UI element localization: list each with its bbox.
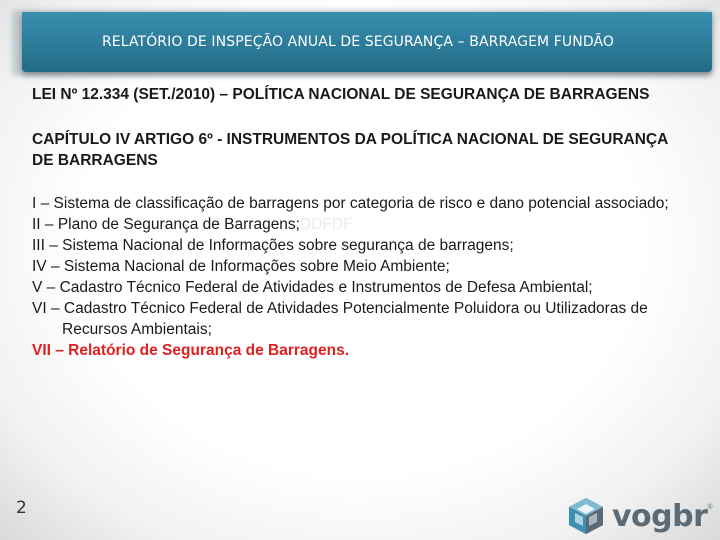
list-item: I – Sistema de classificação de barragens por categoria de risco e dano potencial associado; xyxy=(32,195,669,212)
list-item: VI – Cadastro Técnico Federal de Atividades Potencialmente Poluidora ou Utilizadoras de Recursos Ambientais; xyxy=(32,300,648,338)
slide-content xyxy=(32,84,682,361)
vogbr-cube-icon xyxy=(566,496,606,536)
page-number: 2 xyxy=(16,498,27,518)
list-item: V – Cadastro Técnico Federal de Atividades e Instrumentos de Defesa Ambiental; xyxy=(32,279,593,296)
law-heading: LEI Nº 12.334 (SET./2010) – POLÍTICA NACIONAL DE SEGURANÇA DE BARRAGENS xyxy=(32,86,650,103)
list-item: III – Sistema Nacional de Informações sobre segurança de barragens; xyxy=(32,237,514,254)
list-item-text: II – Plano de Segurança de Barragens; xyxy=(32,216,300,233)
list-item: IV – Sistema Nacional de Informações sobre Meio Ambiente; xyxy=(32,258,450,275)
list-item-highlight: VII – Relatório de Segurança de Barragens. xyxy=(32,342,350,359)
registered-mark: ® xyxy=(707,504,713,511)
title-banner xyxy=(22,12,712,72)
chapter-heading: CAPÍTULO IV ARTIGO 6º - INSTRUMENTOS DA POLÍTICA NACIONAL DE SEGURANÇA DE BARRAGENS xyxy=(32,131,668,169)
logo-text: vogbr xyxy=(612,498,708,534)
list-item xyxy=(32,214,682,235)
instrument-list xyxy=(32,193,682,361)
ghost-text: DDFDF xyxy=(300,216,353,233)
page-title: RELATÓRIO DE INSPEÇÃO ANUAL DE SEGURANÇA – BARRAGEM FUNDÃO xyxy=(101,34,615,50)
vogbr-logo xyxy=(566,496,713,536)
